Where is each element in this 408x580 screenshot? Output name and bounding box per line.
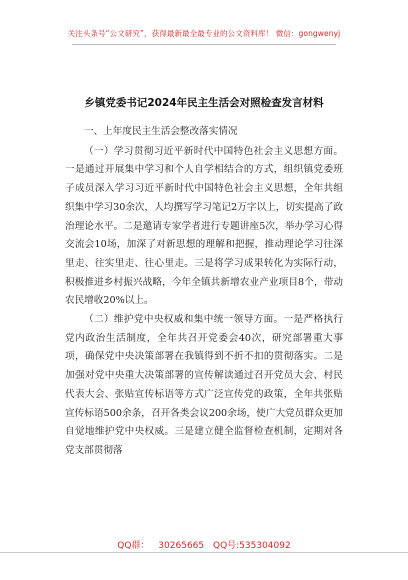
header-divider — [72, 44, 336, 45]
paragraph-2: （二）维护党中央权威和集中统一领导方面。一是严格执行党内政治生活制度，全年共召开党委会40次，研究部署重大事项，确保党中央决策部署在我镇得到不折不扣的贯彻落实。二是加强对党中央重大决策部署的宣传解读通过召开党员大会、村民代表大会、张贴宣传标语等方式广泛宣传党的政策，全年共张贴宣传标语500余条，召开各类会议200余场，使广大党员群众更加自觉地维护党中央权威。三是建立健全监督检查机制，定期对各党支部贯彻落 — [65, 314, 343, 456]
section-heading: 一、上年度民主生活会整改落实情况 — [84, 126, 238, 137]
page-header — [0, 0, 408, 58]
header-promo-text: 关注头条号“公文研究”，获得最新最全最专业的公文资料库！ 微信：gongwenyj — [67, 29, 341, 38]
document-title: 乡镇党委书记2024年民主生活会对照检查发言材料 — [84, 97, 324, 109]
paragraph-1: （一）学习贯彻习近平新时代中国特色社会主义思想方面。一是通过开展集中学习和个人自学相结合的方式，组织镇党委班子成员深入学习习近平新时代中国特色社会主义思想，全年共组织集中学习30余次，人均撰写学习笔记2万字以上，切实提高了政治理论水平。二是邀请专家学者进行专题讲座5次，举办学习心得交流会10场，加深了对新思想的理解和把握，推动理论学习往深里走、往实里走、往心里走。三是将学习成果转化为实际行动，积极推进乡村振兴战略，今年全镇共新增农业产业项目8个，带动农民增收20%以上。 — [65, 145, 343, 307]
footer-divider — [0, 552, 408, 553]
footer-contact-text: QQ群： 30265665 QQ号:535304092 — [117, 541, 291, 551]
document-body — [65, 123, 343, 461]
